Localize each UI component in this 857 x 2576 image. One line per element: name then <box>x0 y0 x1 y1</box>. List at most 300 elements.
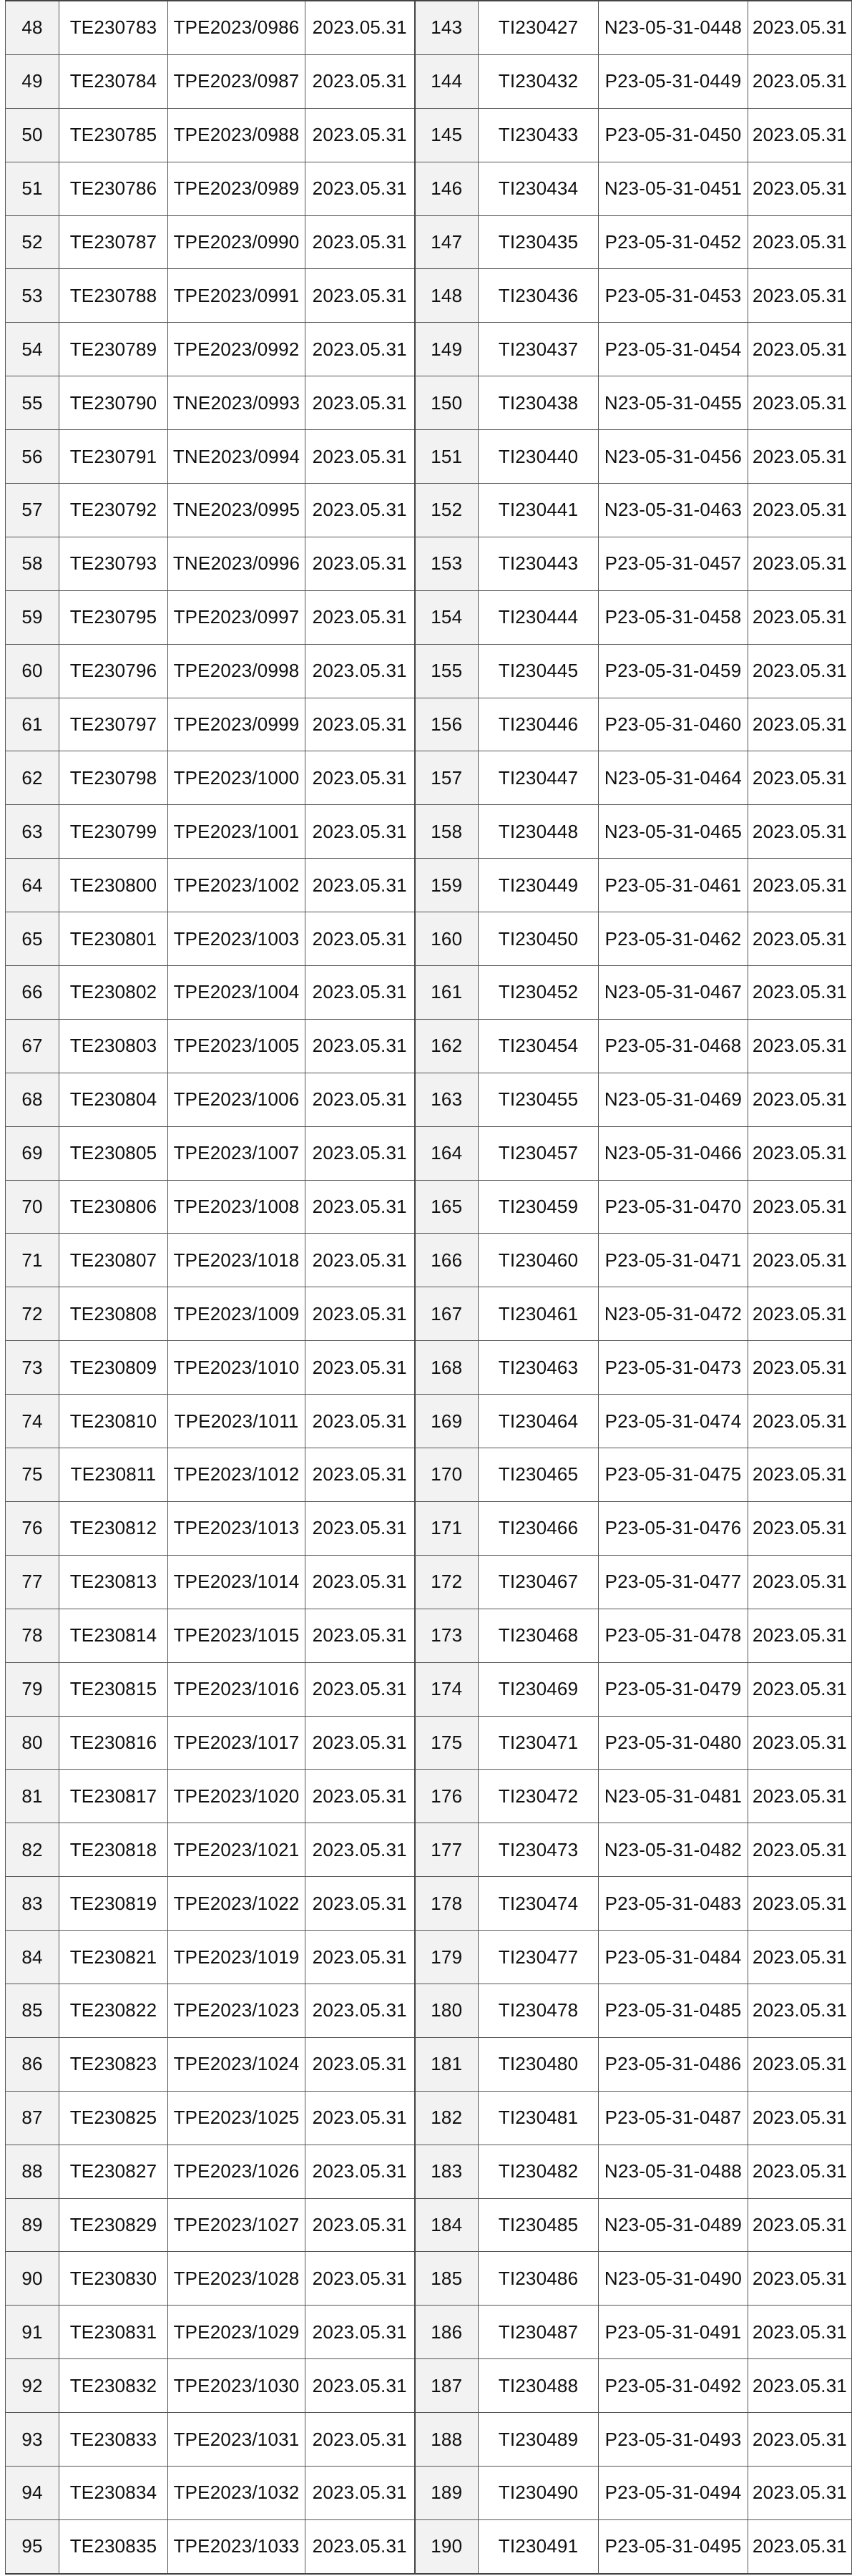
te-code-cell: TE230800 <box>59 859 168 912</box>
te-code-cell: TE230802 <box>59 966 168 1020</box>
ti-code-cell: TI230487 <box>479 2306 599 2359</box>
table-row <box>6 1931 852 1984</box>
batch-number-cell: P23-05-31-0479 <box>599 1662 748 1716</box>
date-cell: 2023.05.31 <box>748 805 852 859</box>
ti-code-cell: TI230460 <box>479 1234 599 1287</box>
reference-number-cell: TPE2023/1024 <box>168 2037 305 2091</box>
date-cell: 2023.05.31 <box>748 2252 852 2306</box>
row-number-left: 91 <box>6 2306 59 2359</box>
row-number-right: 187 <box>415 2359 479 2413</box>
batch-number-cell: N23-05-31-0463 <box>599 484 748 537</box>
ti-code-cell: TI230437 <box>479 323 599 376</box>
te-code-cell: TE230807 <box>59 1234 168 1287</box>
table-row <box>6 2198 852 2252</box>
row-number-left: 92 <box>6 2359 59 2413</box>
table-row <box>6 1395 852 1448</box>
row-number-left: 54 <box>6 323 59 376</box>
te-code-cell: TE230812 <box>59 1501 168 1555</box>
date-cell: 2023.05.31 <box>748 1716 852 1770</box>
row-number-right: 178 <box>415 1877 479 1931</box>
date-cell: 2023.05.31 <box>748 1501 852 1555</box>
row-number-left: 76 <box>6 1501 59 1555</box>
te-code-cell: TE230817 <box>59 1770 168 1823</box>
table-row <box>6 2252 852 2306</box>
reference-number-cell: TPE2023/1003 <box>168 912 305 966</box>
reference-number-cell: TPE2023/1011 <box>168 1395 305 1448</box>
date-cell: 2023.05.31 <box>305 430 415 484</box>
row-number-right: 159 <box>415 859 479 912</box>
table-row <box>6 1716 852 1770</box>
row-number-left: 56 <box>6 430 59 484</box>
reference-number-cell: TPE2023/1005 <box>168 1019 305 1073</box>
table-row <box>6 1877 852 1931</box>
te-code-cell: TE230799 <box>59 805 168 859</box>
reference-number-cell: TPE2023/1009 <box>168 1287 305 1341</box>
date-cell: 2023.05.31 <box>305 751 415 805</box>
date-cell: 2023.05.31 <box>305 1287 415 1341</box>
table-row <box>6 2091 852 2145</box>
te-code-cell: TE230831 <box>59 2306 168 2359</box>
te-code-cell: TE230790 <box>59 376 168 430</box>
table-row <box>6 1234 852 1287</box>
reference-number-cell: TPE2023/1021 <box>168 1823 305 1877</box>
table-row <box>6 2359 852 2413</box>
reference-number-cell: TPE2023/1008 <box>168 1180 305 1234</box>
table-row <box>6 54 852 108</box>
table-body <box>6 1 852 2574</box>
date-cell: 2023.05.31 <box>305 2091 415 2145</box>
batch-number-cell: N23-05-31-0472 <box>599 1287 748 1341</box>
ti-code-cell: TI230489 <box>479 2413 599 2467</box>
row-number-left: 48 <box>6 1 59 54</box>
date-cell: 2023.05.31 <box>305 966 415 1020</box>
date-cell: 2023.05.31 <box>748 430 852 484</box>
row-number-right: 179 <box>415 1931 479 1984</box>
te-code-cell: TE230827 <box>59 2145 168 2198</box>
reference-number-cell: TPE2023/1018 <box>168 1234 305 1287</box>
reference-number-cell: TPE2023/1013 <box>168 1501 305 1555</box>
row-number-right: 149 <box>415 323 479 376</box>
ti-code-cell: TI230477 <box>479 1931 599 1984</box>
batch-number-cell: N23-05-31-0464 <box>599 751 748 805</box>
ti-code-cell: TI230469 <box>479 1662 599 1716</box>
table-row <box>6 269 852 323</box>
batch-number-cell: N23-05-31-0467 <box>599 966 748 1020</box>
table-row <box>6 1770 852 1823</box>
date-cell: 2023.05.31 <box>748 537 852 590</box>
batch-number-cell: P23-05-31-0476 <box>599 1501 748 1555</box>
ti-code-cell: TI230485 <box>479 2198 599 2252</box>
batch-number-cell: N23-05-31-0469 <box>599 1073 748 1126</box>
ti-code-cell: TI230482 <box>479 2145 599 2198</box>
date-cell: 2023.05.31 <box>305 1555 415 1609</box>
ti-code-cell: TI230427 <box>479 1 599 54</box>
te-code-cell: TE230835 <box>59 2519 168 2573</box>
ti-code-cell: TI230445 <box>479 644 599 698</box>
date-cell: 2023.05.31 <box>305 1501 415 1555</box>
row-number-left: 85 <box>6 1984 59 2037</box>
row-number-right: 143 <box>415 1 479 54</box>
ti-code-cell: TI230491 <box>479 2519 599 2573</box>
date-cell: 2023.05.31 <box>748 2413 852 2467</box>
row-number-right: 155 <box>415 644 479 698</box>
date-cell: 2023.05.31 <box>305 1395 415 1448</box>
reference-number-cell: TNE2023/0996 <box>168 537 305 590</box>
row-number-right: 181 <box>415 2037 479 2091</box>
reference-number-cell: TPE2023/1001 <box>168 805 305 859</box>
reference-number-cell: TPE2023/0991 <box>168 269 305 323</box>
te-code-cell: TE230829 <box>59 2198 168 2252</box>
ti-code-cell: TI230455 <box>479 1073 599 1126</box>
te-code-cell: TE230825 <box>59 2091 168 2145</box>
ti-code-cell: TI230480 <box>479 2037 599 2091</box>
batch-number-cell: P23-05-31-0494 <box>599 2466 748 2519</box>
reference-number-cell: TPE2023/0997 <box>168 590 305 644</box>
ti-code-cell: TI230448 <box>479 805 599 859</box>
row-number-left: 68 <box>6 1073 59 1126</box>
row-number-right: 152 <box>415 484 479 537</box>
batch-number-cell: P23-05-31-0454 <box>599 323 748 376</box>
row-number-right: 189 <box>415 2466 479 2519</box>
batch-number-cell: P23-05-31-0457 <box>599 537 748 590</box>
row-number-right: 166 <box>415 1234 479 1287</box>
row-number-right: 163 <box>415 1073 479 1126</box>
reference-number-cell: TPE2023/1030 <box>168 2359 305 2413</box>
date-cell: 2023.05.31 <box>748 1019 852 1073</box>
date-cell: 2023.05.31 <box>748 912 852 966</box>
reference-number-cell: TPE2023/1022 <box>168 1877 305 1931</box>
ti-code-cell: TI230466 <box>479 1501 599 1555</box>
row-number-right: 188 <box>415 2413 479 2467</box>
date-cell: 2023.05.31 <box>748 1609 852 1662</box>
reference-number-cell: TPE2023/1006 <box>168 1073 305 1126</box>
table-row <box>6 698 852 751</box>
te-code-cell: TE230797 <box>59 698 168 751</box>
reference-number-cell: TPE2023/1027 <box>168 2198 305 2252</box>
date-cell: 2023.05.31 <box>748 966 852 1020</box>
reference-number-cell: TPE2023/0990 <box>168 215 305 269</box>
ti-code-cell: TI230457 <box>479 1126 599 1180</box>
date-cell: 2023.05.31 <box>748 1931 852 1984</box>
te-code-cell: TE230832 <box>59 2359 168 2413</box>
row-number-right: 162 <box>415 1019 479 1073</box>
row-number-right: 171 <box>415 1501 479 1555</box>
row-number-right: 180 <box>415 1984 479 2037</box>
reference-number-cell: TPE2023/1017 <box>168 1716 305 1770</box>
date-cell: 2023.05.31 <box>748 323 852 376</box>
table-row <box>6 430 852 484</box>
te-code-cell: TE230810 <box>59 1395 168 1448</box>
row-number-left: 80 <box>6 1716 59 1770</box>
date-cell: 2023.05.31 <box>305 1234 415 1287</box>
table-row <box>6 1501 852 1555</box>
row-number-right: 183 <box>415 2145 479 2198</box>
batch-number-cell: P23-05-31-0453 <box>599 269 748 323</box>
te-code-cell: TE230805 <box>59 1126 168 1180</box>
row-number-right: 150 <box>415 376 479 430</box>
date-cell: 2023.05.31 <box>305 2252 415 2306</box>
date-cell: 2023.05.31 <box>305 323 415 376</box>
date-cell: 2023.05.31 <box>748 1180 852 1234</box>
row-number-right: 160 <box>415 912 479 966</box>
row-number-left: 90 <box>6 2252 59 2306</box>
row-number-left: 94 <box>6 2466 59 2519</box>
row-number-left: 59 <box>6 590 59 644</box>
date-cell: 2023.05.31 <box>748 698 852 751</box>
batch-number-cell: N23-05-31-0465 <box>599 805 748 859</box>
table-row <box>6 912 852 966</box>
ti-code-cell: TI230465 <box>479 1448 599 1502</box>
batch-number-cell: P23-05-31-0492 <box>599 2359 748 2413</box>
ti-code-cell: TI230432 <box>479 54 599 108</box>
date-cell: 2023.05.31 <box>748 2091 852 2145</box>
batch-number-cell: P23-05-31-0478 <box>599 1609 748 1662</box>
ti-code-cell: TI230463 <box>479 1341 599 1395</box>
date-cell: 2023.05.31 <box>305 2306 415 2359</box>
table-row <box>6 2037 852 2091</box>
reference-number-cell: TPE2023/1028 <box>168 2252 305 2306</box>
ti-code-cell: TI230450 <box>479 912 599 966</box>
reference-number-cell: TPE2023/1032 <box>168 2466 305 2519</box>
date-cell: 2023.05.31 <box>305 484 415 537</box>
batch-number-cell: N23-05-31-0455 <box>599 376 748 430</box>
te-code-cell: TE230804 <box>59 1073 168 1126</box>
reference-number-cell: TPE2023/1016 <box>168 1662 305 1716</box>
te-code-cell: TE230795 <box>59 590 168 644</box>
row-number-left: 89 <box>6 2198 59 2252</box>
ti-code-cell: TI230446 <box>479 698 599 751</box>
te-code-cell: TE230822 <box>59 1984 168 2037</box>
date-cell: 2023.05.31 <box>748 1395 852 1448</box>
batch-number-cell: P23-05-31-0480 <box>599 1716 748 1770</box>
date-cell: 2023.05.31 <box>748 1126 852 1180</box>
table-row <box>6 1823 852 1877</box>
ti-code-cell: TI230490 <box>479 2466 599 2519</box>
reference-number-cell: TNE2023/0993 <box>168 376 305 430</box>
ti-code-cell: TI230474 <box>479 1877 599 1931</box>
batch-number-cell: P23-05-31-0459 <box>599 644 748 698</box>
table-row <box>6 1984 852 2037</box>
table-row <box>6 108 852 162</box>
date-cell: 2023.05.31 <box>305 2037 415 2091</box>
row-number-right: 165 <box>415 1180 479 1234</box>
te-code-cell: TE230814 <box>59 1609 168 1662</box>
date-cell: 2023.05.31 <box>305 2359 415 2413</box>
te-code-cell: TE230819 <box>59 1877 168 1931</box>
row-number-left: 87 <box>6 2091 59 2145</box>
reference-number-cell: TPE2023/1012 <box>168 1448 305 1502</box>
batch-number-cell: P23-05-31-0450 <box>599 108 748 162</box>
date-cell: 2023.05.31 <box>748 1 852 54</box>
date-cell: 2023.05.31 <box>305 1448 415 1502</box>
reference-number-cell: TPE2023/1004 <box>168 966 305 1020</box>
table-row <box>6 1341 852 1395</box>
batch-number-cell: P23-05-31-0461 <box>599 859 748 912</box>
date-cell: 2023.05.31 <box>748 215 852 269</box>
batch-number-cell: P23-05-31-0449 <box>599 54 748 108</box>
ti-code-cell: TI230481 <box>479 2091 599 2145</box>
date-cell: 2023.05.31 <box>305 2198 415 2252</box>
te-code-cell: TE230784 <box>59 54 168 108</box>
row-number-right: 173 <box>415 1609 479 1662</box>
row-number-left: 72 <box>6 1287 59 1341</box>
table-row <box>6 1448 852 1502</box>
date-cell: 2023.05.31 <box>305 1931 415 1984</box>
table-row <box>6 1287 852 1341</box>
ti-code-cell: TI230433 <box>479 108 599 162</box>
date-cell: 2023.05.31 <box>305 215 415 269</box>
te-code-cell: TE230821 <box>59 1931 168 1984</box>
table-row <box>6 215 852 269</box>
row-number-left: 66 <box>6 966 59 1020</box>
row-number-right: 157 <box>415 751 479 805</box>
date-cell: 2023.05.31 <box>748 1877 852 1931</box>
table-row <box>6 1126 852 1180</box>
te-code-cell: TE230787 <box>59 215 168 269</box>
ti-code-cell: TI230472 <box>479 1770 599 1823</box>
table-row <box>6 484 852 537</box>
te-code-cell: TE230785 <box>59 108 168 162</box>
date-cell: 2023.05.31 <box>748 2306 852 2359</box>
te-code-cell: TE230786 <box>59 162 168 215</box>
table-row <box>6 1073 852 1126</box>
date-cell: 2023.05.31 <box>305 1877 415 1931</box>
date-cell: 2023.05.31 <box>748 1823 852 1877</box>
table-row <box>6 644 852 698</box>
date-cell: 2023.05.31 <box>748 484 852 537</box>
row-number-right: 161 <box>415 966 479 1020</box>
reference-number-cell: TPE2023/0999 <box>168 698 305 751</box>
reference-number-cell: TPE2023/1000 <box>168 751 305 805</box>
te-code-cell: TE230813 <box>59 1555 168 1609</box>
row-number-left: 52 <box>6 215 59 269</box>
te-code-cell: TE230796 <box>59 644 168 698</box>
row-number-left: 81 <box>6 1770 59 1823</box>
reference-number-cell: TPE2023/0988 <box>168 108 305 162</box>
date-cell: 2023.05.31 <box>748 269 852 323</box>
date-cell: 2023.05.31 <box>305 1 415 54</box>
row-number-right: 148 <box>415 269 479 323</box>
row-number-left: 67 <box>6 1019 59 1073</box>
date-cell: 2023.05.31 <box>305 1073 415 1126</box>
row-number-left: 62 <box>6 751 59 805</box>
date-cell: 2023.05.31 <box>748 590 852 644</box>
row-number-right: 169 <box>415 1395 479 1448</box>
row-number-right: 190 <box>415 2519 479 2573</box>
date-cell: 2023.05.31 <box>305 54 415 108</box>
table-row <box>6 805 852 859</box>
te-code-cell: TE230811 <box>59 1448 168 1502</box>
row-number-right: 174 <box>415 1662 479 1716</box>
row-number-left: 71 <box>6 1234 59 1287</box>
row-number-left: 57 <box>6 484 59 537</box>
date-cell: 2023.05.31 <box>748 2198 852 2252</box>
row-number-left: 78 <box>6 1609 59 1662</box>
batch-number-cell: N23-05-31-0481 <box>599 1770 748 1823</box>
date-cell: 2023.05.31 <box>305 376 415 430</box>
date-cell: 2023.05.31 <box>305 2145 415 2198</box>
row-number-right: 154 <box>415 590 479 644</box>
batch-number-cell: P23-05-31-0473 <box>599 1341 748 1395</box>
te-code-cell: TE230798 <box>59 751 168 805</box>
date-cell: 2023.05.31 <box>305 1341 415 1395</box>
date-cell: 2023.05.31 <box>748 1234 852 1287</box>
row-number-left: 63 <box>6 805 59 859</box>
date-cell: 2023.05.31 <box>748 108 852 162</box>
reference-number-cell: TPE2023/1026 <box>168 2145 305 2198</box>
reference-number-cell: TPE2023/1033 <box>168 2519 305 2573</box>
reference-number-cell: TNE2023/0994 <box>168 430 305 484</box>
row-number-left: 95 <box>6 2519 59 2573</box>
row-number-left: 61 <box>6 698 59 751</box>
row-number-left: 50 <box>6 108 59 162</box>
batch-number-cell: P23-05-31-0493 <box>599 2413 748 2467</box>
date-cell: 2023.05.31 <box>748 1984 852 2037</box>
row-number-left: 65 <box>6 912 59 966</box>
ti-code-cell: TI230486 <box>479 2252 599 2306</box>
table-row <box>6 2145 852 2198</box>
table-row <box>6 966 852 1020</box>
ti-code-cell: TI230435 <box>479 215 599 269</box>
ti-code-cell: TI230473 <box>479 1823 599 1877</box>
date-cell: 2023.05.31 <box>305 1662 415 1716</box>
table-row <box>6 1 852 54</box>
te-code-cell: TE230801 <box>59 912 168 966</box>
batch-number-cell: P23-05-31-0470 <box>599 1180 748 1234</box>
date-cell: 2023.05.31 <box>748 1662 852 1716</box>
ti-code-cell: TI230454 <box>479 1019 599 1073</box>
date-cell: 2023.05.31 <box>305 1019 415 1073</box>
ti-code-cell: TI230441 <box>479 484 599 537</box>
reference-number-cell: TPE2023/1014 <box>168 1555 305 1609</box>
ti-code-cell: TI230478 <box>479 1984 599 2037</box>
batch-number-cell: N23-05-31-0490 <box>599 2252 748 2306</box>
batch-number-cell: P23-05-31-0462 <box>599 912 748 966</box>
date-cell: 2023.05.31 <box>305 162 415 215</box>
te-code-cell: TE230815 <box>59 1662 168 1716</box>
row-number-left: 73 <box>6 1341 59 1395</box>
reference-number-cell: TPE2023/0986 <box>168 1 305 54</box>
batch-number-cell: P23-05-31-0458 <box>599 590 748 644</box>
row-number-left: 88 <box>6 2145 59 2198</box>
batch-number-cell: N23-05-31-0448 <box>599 1 748 54</box>
row-number-left: 69 <box>6 1126 59 1180</box>
reference-number-cell: TPE2023/1023 <box>168 1984 305 2037</box>
reference-number-cell: TPE2023/1015 <box>168 1609 305 1662</box>
date-cell: 2023.05.31 <box>305 2466 415 2519</box>
batch-number-cell: P23-05-31-0484 <box>599 1931 748 1984</box>
te-code-cell: TE230809 <box>59 1341 168 1395</box>
row-number-right: 175 <box>415 1716 479 1770</box>
row-number-left: 58 <box>6 537 59 590</box>
row-number-left: 74 <box>6 1395 59 1448</box>
row-number-right: 176 <box>415 1770 479 1823</box>
ti-code-cell: TI230468 <box>479 1609 599 1662</box>
date-cell: 2023.05.31 <box>305 1770 415 1823</box>
ti-code-cell: TI230464 <box>479 1395 599 1448</box>
date-cell: 2023.05.31 <box>748 1073 852 1126</box>
ti-code-cell: TI230449 <box>479 859 599 912</box>
ti-code-cell: TI230447 <box>479 751 599 805</box>
date-cell: 2023.05.31 <box>748 859 852 912</box>
row-number-left: 64 <box>6 859 59 912</box>
te-code-cell: TE230788 <box>59 269 168 323</box>
table-row <box>6 537 852 590</box>
te-code-cell: TE230793 <box>59 537 168 590</box>
batch-number-cell: N23-05-31-0489 <box>599 2198 748 2252</box>
batch-number-cell: P23-05-31-0486 <box>599 2037 748 2091</box>
batch-number-cell: N23-05-31-0482 <box>599 1823 748 1877</box>
